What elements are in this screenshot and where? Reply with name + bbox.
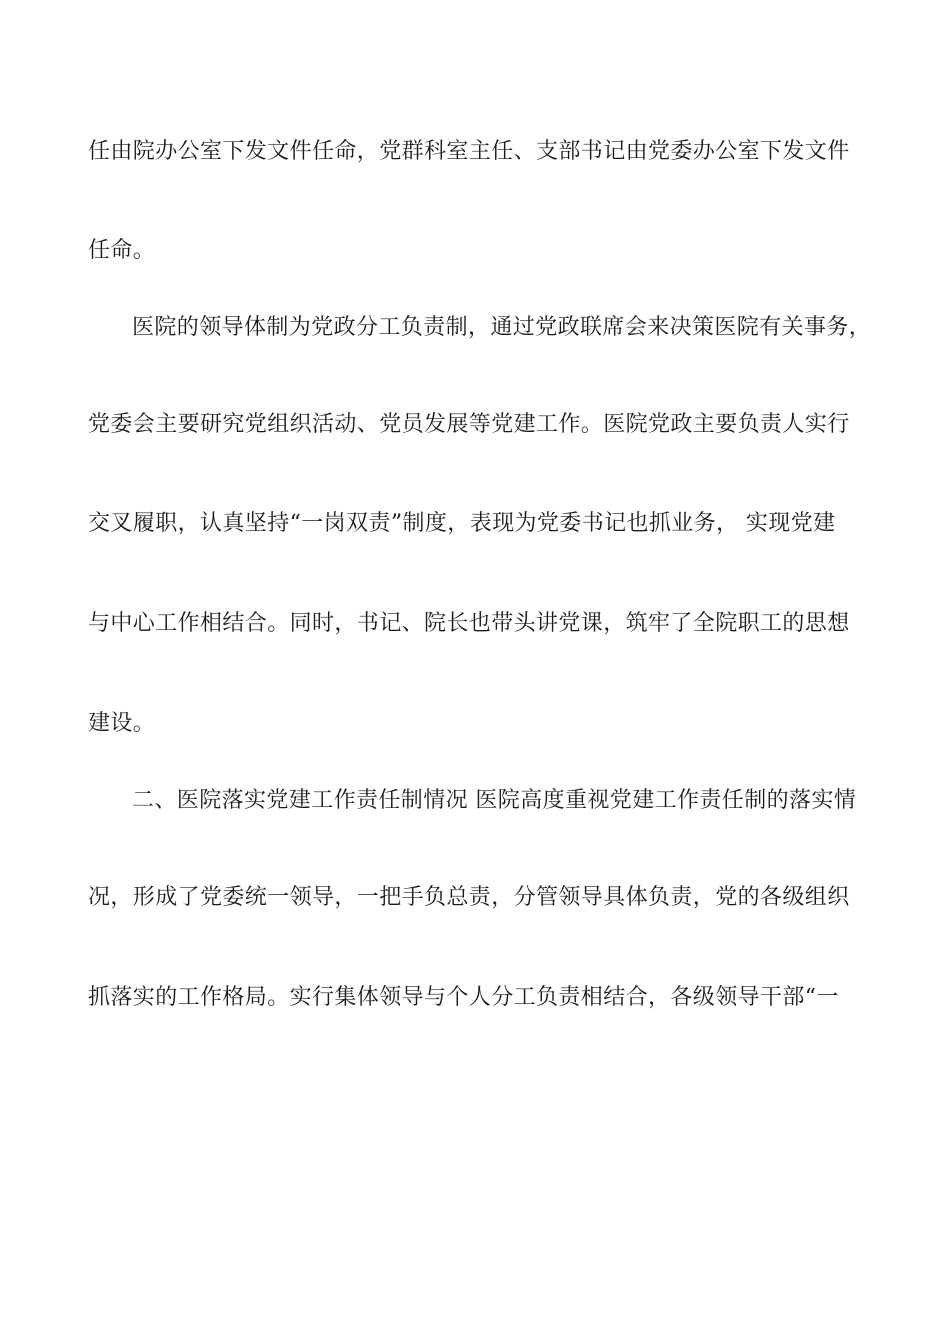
paragraph-line: 况，形成了党委统一领导，一把手负总责，分管领导具体负责，党的各级组织: [88, 885, 850, 910]
paragraph-line: 任命。: [88, 238, 156, 263]
paragraph-line: 建设。: [88, 711, 156, 736]
paragraph-line: 交叉履职，认真坚持“一岗双责”制度，表现为党委书记也抓业务， 实现党建: [88, 511, 836, 536]
paragraph-line: 二、医院落实党建工作责任制情况 医院高度重视党建工作责任制的落实情: [132, 788, 857, 813]
paragraph-line: 党委会主要研究党组织活动、党员发展等党建工作。医院党政主要负责人实行: [88, 412, 850, 437]
paragraph-line: 医院的领导体制为党政分工负责制，通过党政联席会来决策医院有关事务，: [132, 315, 872, 340]
paragraph-line: 任由院办公室下发文件任命，党群科室主任、支部书记由党委办公室下发文件: [88, 139, 850, 164]
paragraph-line: 抓落实的工作格局。实行集体领导与个人分工负责相结合，各级领导干部“一: [88, 985, 839, 1010]
paragraph-line: 与中心工作相结合。同时，书记、院长也带头讲党课，筑牢了全院职工的思想: [88, 611, 850, 636]
